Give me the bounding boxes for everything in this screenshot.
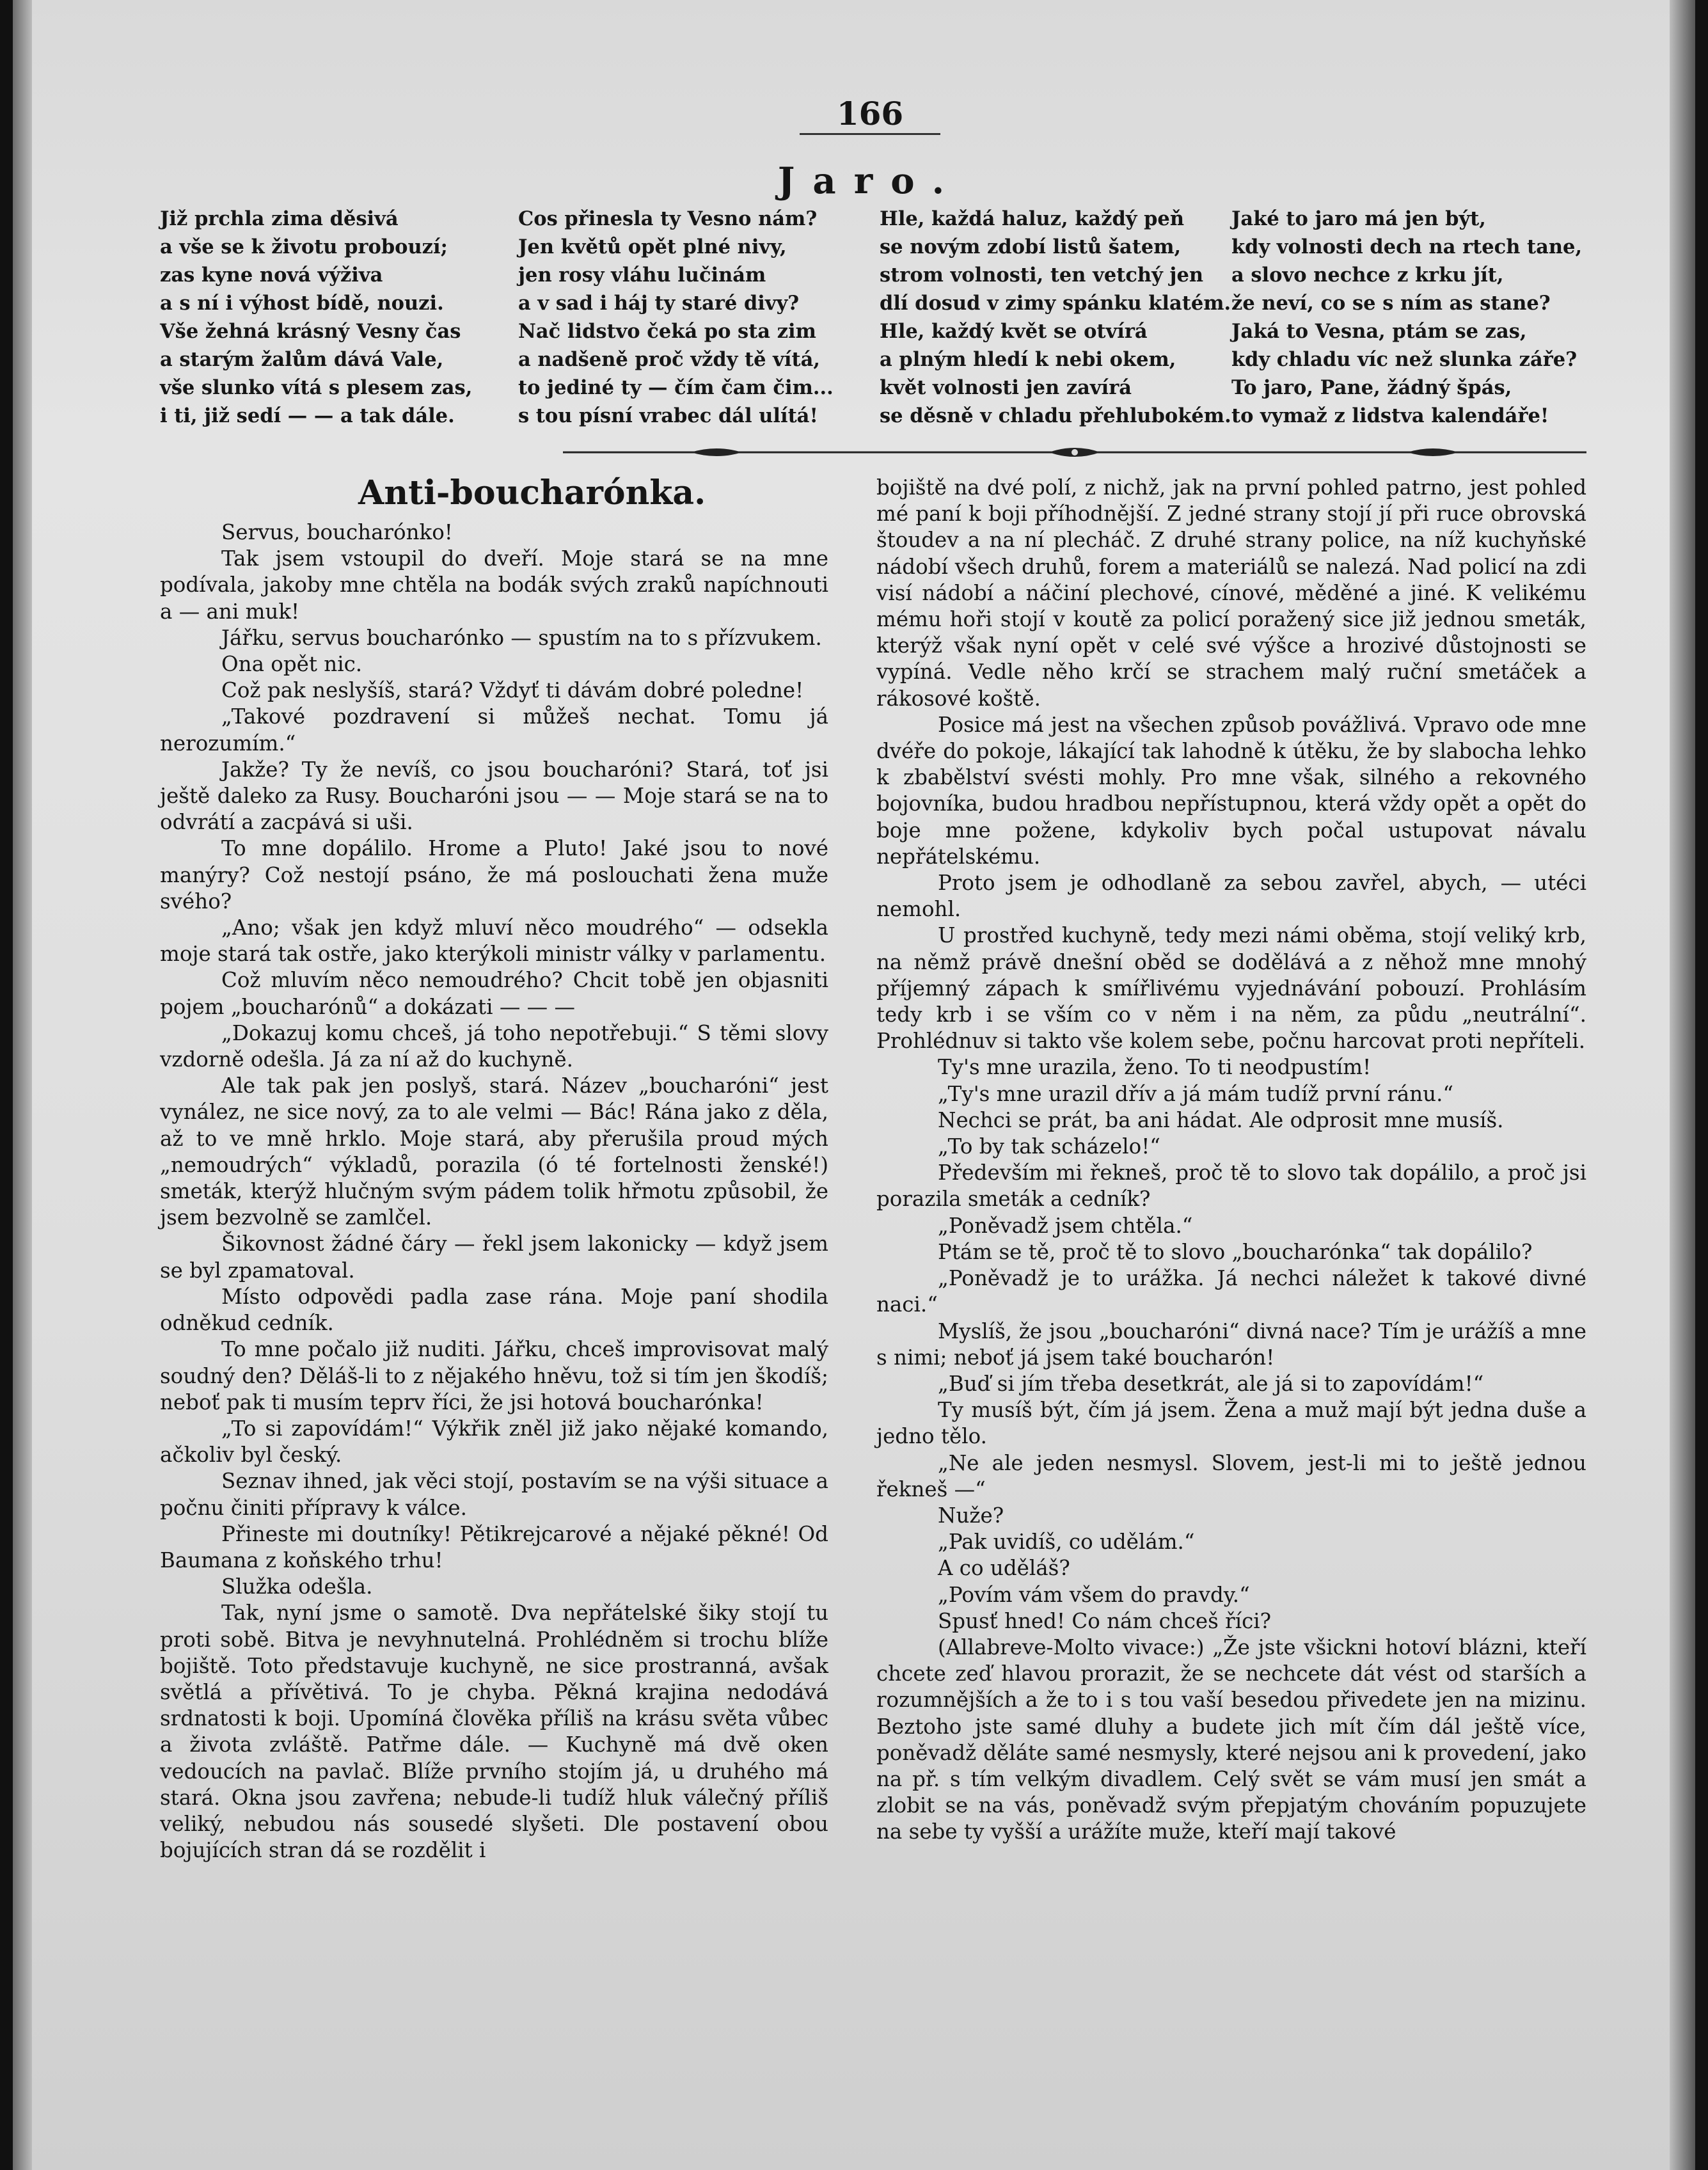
verse-line: že neví, co se s ním as stane? — [1231, 292, 1551, 315]
scan-edge-left — [13, 0, 32, 2170]
verse-line: jen rosy vláhu lučinám — [518, 264, 766, 287]
verse-line: to jediné ty — čím čam čim... — [518, 376, 834, 399]
paragraph: „To by tak scházelo!“ — [938, 1134, 1160, 1159]
newspaper-page — [13, 0, 1695, 2170]
paragraph: „Buď si jím třeba desetkrát, ale já si to zapovídám!“ — [938, 1371, 1484, 1396]
paragraph: A co uděláš? — [938, 1556, 1070, 1581]
paragraph: Spusť hned! Co nám chceš říci? — [938, 1608, 1272, 1633]
verse-line: Cos přinesla ty Vesno nám? — [518, 207, 818, 230]
paragraph: Ty's mne urazila, ženo. To ti neodpustím! — [938, 1055, 1372, 1080]
verse-line: Jaké to jaro má jen být, — [1231, 207, 1486, 230]
paragraph: Nuže? — [938, 1503, 1004, 1528]
verse-line: Již prchla zima děsivá — [160, 207, 399, 230]
paragraph: „Poněvadž jsem chtěla.“ — [938, 1213, 1193, 1238]
verse-line: a starým žalům dává Vale, — [160, 348, 444, 371]
paragraph: Tak, nyní jsme o samotě. Dva nepřátelské šiky stojí tu proti sobě. Bitva je nevyhnutelná. Prohlédněm si trochu blíže bojiště. Toto představuje kuchyně, ne sice prostranná, avšak světlá a přívětivá. To je chyba. Pěkná krajina nedodává srdnatosti k boji. Upomíná člověka příliš na krásu světa vůbec a života zvláště. Patřme dále. — Kuchyně má dvě oken vedoucích na pavlač. Blíže prvního stojím já, u druhého má stará. Okna jsou zavřena; nebude-li tudíž hluk válečný příliš veliký, nebudou nás sousedé slyšeti. Dle postavení obou bojujících stran dá se rozdělit i — [160, 1601, 828, 1863]
verse-line: a slovo nechce z krku jít, — [1231, 264, 1504, 287]
paragraph: bojiště na dvé polí, z nichž, jak na první pohled patrno, jest pohled mé paní k boji příhodnější. Z jedné strany stojí jí při ruce obrovská štoudev a na ní plecháč. Z druhé strany police, na níž kuchyňské nádobí všech druhů, forem a materiálů se nalezá. Nad policí na zdi visí nádobí a náčiní plechové, cínové, měděné a jiné. K velikému mému hoři stojí v koutě za policí poražený sice již jednou smeták, kterýž však nyní opět v celé své výšce a hrozivé důstojnosti se vypíná. Vedle něho krčí se strachem malý ruční smetáček a rákosové koště. — [876, 475, 1586, 711]
verse-line: to vymaž z lidstva kalendáře! — [1231, 404, 1549, 427]
verse-line: Jaká to Vesna, ptám se zas, — [1231, 320, 1527, 343]
paragraph: Což pak neslyšíš, stará? Vždyť ti dávám dobré poledne! — [221, 678, 804, 703]
verse-line: Hle, každá haluz, každý peň — [880, 207, 1185, 230]
poem-stanza-2 — [518, 205, 834, 430]
paragraph: Služka odešla. — [221, 1574, 373, 1599]
verse-line: Hle, každý květ se otvírá — [880, 320, 1148, 343]
paragraph: „Poněvadž je to urážka. Já nechci náležet k takové divné naci.“ — [876, 1266, 1586, 1317]
verse-line: i ti, již sedí — — a tak dále. — [160, 404, 455, 427]
article-right-column — [876, 475, 1586, 1846]
verse-line: strom volnosti, ten vetchý jen — [880, 264, 1204, 287]
verse-line: kdy chladu víc než slunka záře? — [1231, 348, 1578, 371]
verse-line: a v sad i háj ty staré divy? — [518, 292, 800, 315]
verse-line: a plným hledí k nebi okem, — [880, 348, 1176, 371]
page-number-rule — [800, 133, 940, 135]
verse-line: se novým zdobí listů šatem, — [880, 235, 1182, 258]
paragraph: Především mi řekneš, proč tě to slovo tak dopálilo, a proč jsi porazila smeták a cedník? — [876, 1160, 1586, 1212]
poem-stanza-1 — [160, 205, 472, 430]
paragraph: Proto jsem je odhodlaně za sebou zavřel, abych, — utéci nemohl. — [876, 871, 1586, 922]
paragraph: Jakže? Ty že nevíš, co jsou boucharóni? Stará, toť jsi ještě daleko za Rusy. Boucharóni jsou — — Moje stará se na to odvrátí a zacpává si uši. — [160, 757, 828, 835]
paragraph: Ptám se tě, proč tě to slovo „boucharónka“ tak dopálilo? — [938, 1239, 1533, 1264]
verse-line: Nač lidstvo čeká po sta zim — [518, 320, 816, 343]
verse-line: a s ní i výhost bídě, nouzi. — [160, 292, 444, 315]
verse-line: a vše se k životu probouzí; — [160, 235, 448, 258]
paragraph: „To si zapovídám!“ Výkřik zněl již jako nějaké komando, ačkoliv byl český. — [160, 1416, 828, 1468]
article-title: Anti-boucharónka. — [358, 473, 706, 512]
verse-line: To jaro, Pane, žádný špás, — [1231, 376, 1512, 399]
poem-stanza-4 — [1231, 205, 1582, 430]
paragraph: To mne počalo již nuditi. Jářku, chceš improvisovat malý soudný den? Děláš-li to z nějakého hněvu, tož si tím jen škodíš; neboť pak ti musím teprv říci, že jsi hotová boucharónka! — [160, 1337, 828, 1414]
page-number: 166 — [836, 95, 904, 132]
article-left-column — [160, 519, 828, 1864]
verse-line: s tou písní vrabec dál ulítá! — [518, 404, 818, 427]
verse-line: se děsně v chladu přehlubokém. — [880, 404, 1231, 427]
paragraph: „Takové pozdravení si můžeš nechat. Tomu já nerozumím.“ — [160, 704, 828, 756]
paragraph: Seznav ihned, jak věci stojí, postavím se na výši situace a počnu činiti přípravy k válce. — [160, 1469, 828, 1520]
paragraph: Posice má jest na všechen způsob povážlivá. Vpravo ode mne dvéře do pokoje, lákající tak lahodně k útěku, že by slabocha lehko k zbabělství svésti mohly. Pro mne však, silného a rekovného bojovníka, budou hradbou nepřístupnou, která vždy opět a opět do boje mne požene, kdykoliv bych počal ustupovat návalu nepřátelskému. — [876, 712, 1586, 869]
paragraph: Šikovnost žádné čáry — řekl jsem lakonicky — když jsem se byl zpamatoval. — [160, 1232, 828, 1283]
verse-line: květ volnosti jen zavírá — [880, 376, 1132, 399]
poem-title: Jaro. — [777, 160, 963, 202]
paragraph: To mne dopálilo. Hrome a Pluto! Jaké jsou to nové manýry? Což nestojí psáno, že má poslouchati žena muže svého? — [160, 836, 828, 914]
paragraph: (Allabreve-Molto vivace:) „Že jste všickni hotoví blázni, kteří chcete zeď hlavou prorazit, že se nechcete dát vést od starších a rozumnějších a že to i s tou vaší besedou přivedete jen na mizinu. Beztoho jste samé dluhy a budete jich mít čím dál ještě více, poněvadž děláte samé nesmysly, které nejsou ani k provedení, jako na př. s tím velkým divadlem. Celý svět se vám musí jen smát a zlobit se na vás, poněvadž svým přepjatým chováním popuzujete na sebe ty vyšší a urážíte muže, kteří mají takové — [876, 1635, 1586, 1844]
verse-line: dlí dosud v zimy spánku klatém. — [880, 292, 1231, 315]
paragraph: Myslíš, že jsou „boucharóni“ divná nace? Tím je urážíš a mne s nimi; neboť já jsem také boucharón! — [876, 1319, 1586, 1370]
paragraph: Nechci se prát, ba ani hádat. Ale odprosit mne musíš. — [938, 1107, 1504, 1132]
paragraph: Ale tak pak jen poslyš, stará. Název „boucharóni“ jest vynález, ne sice nový, za to ale velmi — Bác! Rána jako z děla, až to ve mně hrklo. Moje stará, aby přerušila proud mých „nemoudrých“ výkladů, porazila (ó té fortelnosti ženské!) smeták, kterýž hlučným svým pádem tolik hřmotu způsobil, že jsem bezvolně se zamlčel. — [160, 1073, 828, 1230]
paragraph: „Ano; však jen když mluví něco moudrého“ — odsekla moje stará tak ostře, jako kterýkoli ministr války v parlamentu. — [160, 915, 828, 967]
paragraph: Ona opět nic. — [221, 652, 363, 677]
verse-line: kdy volnosti dech na rtech tane, — [1231, 235, 1583, 258]
scan-edge-right — [1670, 0, 1695, 2170]
paragraph: U prostřed kuchyně, tedy mezi námi oběma, stojí veliký krb, na němž právě dnešní oběd se dodělává a z něhož mne mnohý příjemný zápach k smířlivému vyjednávání pobouzí. Prohlásím tedy krb i se vším co v něm i na něm, za půdu „neutrální“. Prohlédnuv si takto vše kolem sebe, počnu harcovat proti nepříteli. — [876, 923, 1586, 1054]
paragraph: Což mluvím něco nemoudrého? Chcit tobě jen objasniti pojem „boucharónů“ a dokázati — — — — [160, 968, 828, 1019]
verse-line: Jen květů opět plné nivy, — [518, 235, 787, 258]
verse-line: zas kyne nová výživa — [160, 264, 383, 287]
paragraph: Přineste mi doutníky! Pětikrejcarové a nějaké pěkné! Od Baumana z koňského trhu! — [160, 1521, 828, 1572]
paragraph: Servus, boucharónko! — [221, 520, 453, 544]
paragraph: Tak jsem vstoupil do dveří. Moje stará se na mne podívala, jakoby mne chtěla na bodák svých zraků napíchnouti a — ani muk! — [160, 546, 828, 624]
paragraph: „Ne ale jeden nesmysl. Slovem, jest-li mi to ještě jednou řekneš —“ — [876, 1450, 1586, 1501]
verse-line: vše slunko vítá s plesem zas, — [160, 376, 473, 399]
ornamental-divider — [563, 445, 1586, 460]
paragraph: „Ty's mne urazil dřív a já mám tudíž první ránu.“ — [938, 1081, 1454, 1106]
paragraph: Místo odpovědi padla zase rána. Moje paní shodila odněkud cedník. — [160, 1284, 828, 1336]
verse-line: a nadšeně proč vždy tě vítá, — [518, 348, 820, 371]
paragraph: Ty musíš být, čím já jsem. Žena a muž mají být jedna duše a jedno tělo. — [876, 1398, 1586, 1449]
paragraph: „Pak uvidíš, co udělám.“ — [938, 1530, 1195, 1555]
paragraph: „Dokazuj komu chceš, já toho nepotřebuji.“ S těmi slovy vzdorně odešla. Já za ní až do kuchyně. — [160, 1020, 828, 1072]
poem-stanza-3 — [880, 205, 1231, 430]
paragraph: Jářku, servus boucharónko — spustím na to s přízvukem. — [221, 625, 822, 650]
paragraph: „Povím vám všem do pravdy.“ — [938, 1582, 1250, 1607]
verse-line: Vše žehná krásný Vesny čas — [160, 320, 461, 343]
